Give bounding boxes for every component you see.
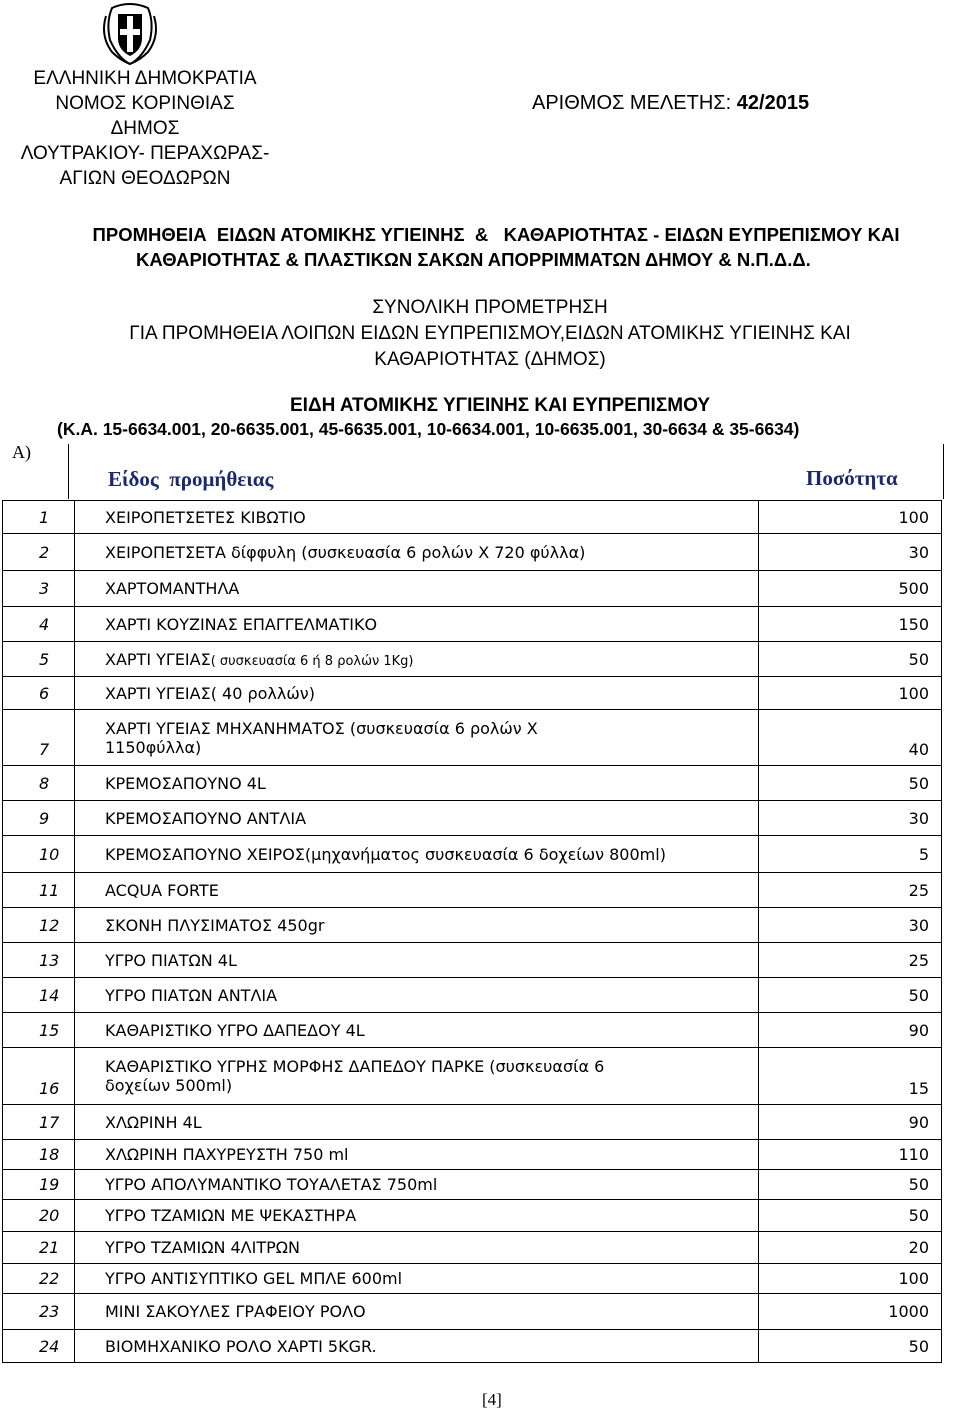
row-description-text: ΥΓΡΟ ΤΖΑΜΙΩΝ 4ΛΙΤΡΩΝ <box>105 1238 300 1257</box>
row-description-text: ΧΑΡΤΙ ΥΓΕΙΑΣ ΜΗΧΑΝΗΜΑΤΟΣ (συσκευασία 6 ρολών Χ <box>105 718 538 738</box>
section-marker: Α) <box>12 442 31 462</box>
row-description <box>75 1330 759 1363</box>
row-description-text: ΚΡΕΜΟΣΑΠΟΥΝΟ ΑΝΤΛΙΑ <box>105 808 307 828</box>
row-description-text: ACQUA FORTE <box>105 880 219 900</box>
header-municipality-name-1: ΛΟΥΤΡΑΚΙΟΥ- ΠΕΡΑΧΩΡΑΣ- <box>20 143 270 164</box>
row-quantity: 40 <box>759 710 942 766</box>
row-quantity: 25 <box>759 943 942 978</box>
row-description <box>75 943 759 978</box>
table-row <box>3 908 942 943</box>
row-quantity: 100 <box>759 501 942 534</box>
row-description-text: ΧΕΙΡΟΠΕΤΣΕΤΑ δίφφυλη (συσκευασία 6 ρολών Χ 720 φύλλα) <box>105 542 586 562</box>
header-municipality-name-2: ΑΓΙΩΝ ΘΕΟΔΩΡΩΝ <box>59 168 231 189</box>
row-description-text-2: 1150φύλλα) <box>105 737 202 757</box>
table-row <box>3 607 942 642</box>
row-description <box>75 908 759 943</box>
row-quantity: 50 <box>759 1200 942 1232</box>
column-header-item: Είδος προμήθειας <box>108 467 274 491</box>
header-left <box>0 66 290 191</box>
page-number: [4] <box>482 1390 502 1409</box>
row-number: 5 <box>3 642 75 677</box>
row-description-text: ΧΛΩΡΙΝΗ ΠΑΧΥΡΕΥΣΤΗ 750 ml <box>105 1145 349 1164</box>
section-codes: (Κ.Α. 15-6634.001, 20-6635.001, 45-6635.001, 10-6634.001, 10-6635.001, 30-6634 & 35-6634) <box>57 419 800 439</box>
document-title <box>0 222 960 247</box>
row-quantity: 50 <box>759 1330 942 1363</box>
row-number: 4 <box>3 607 75 642</box>
row-quantity: 150 <box>759 607 942 642</box>
row-description-text: ΧΑΡΤΙ ΥΓΕΙΑΣ( 40 ρολλών) <box>105 683 315 703</box>
row-quantity: 100 <box>759 677 942 710</box>
row-description-text: ΥΓΡΟ ΠΙΑΤΩΝ 4L <box>105 950 237 970</box>
row-quantity: 50 <box>759 766 942 801</box>
row-number: 10 <box>3 836 75 873</box>
row-description <box>75 1170 759 1200</box>
row-description-text: ΥΓΡΟ ΑΝΤΙΣΥΠΤΙΚΟ GEL ΜΠΛΕ 600ml <box>105 1269 403 1288</box>
table-row <box>3 1232 942 1264</box>
table-row <box>3 1264 942 1294</box>
row-quantity: 1000 <box>759 1294 942 1330</box>
row-description-text: ΥΓΡΟ ΑΠΟΛΥΜΑΝΤΙΚΟ ΤΟΥΑΛΕΤΑΣ 750ml <box>105 1175 438 1194</box>
summary-heading <box>0 295 960 373</box>
table-row <box>3 1105 942 1140</box>
row-description-text: ΧΑΡΤΙ ΥΓΕΙΑΣ <box>105 649 211 669</box>
document-title-line-2: ΚΑΘΑΡΙΟΤΗΤΑΣ & ΠΛΑΣΤΙΚΩΝ ΣΑΚΩΝ ΑΠΟΡΡΙΜΜΑΤΩΝ ΔΗΜΟΥ & Ν.Π.Δ.Δ. <box>136 249 811 270</box>
table-row <box>3 978 942 1013</box>
row-number: 18 <box>3 1140 75 1170</box>
row-number: 3 <box>3 571 75 607</box>
table-row <box>3 677 942 710</box>
table-row <box>3 943 942 978</box>
row-number: 24 <box>3 1330 75 1363</box>
row-description <box>75 501 759 534</box>
row-quantity: 50 <box>759 642 942 677</box>
row-description <box>75 677 759 710</box>
row-quantity: 110 <box>759 1140 942 1170</box>
row-quantity: 500 <box>759 571 942 607</box>
table-row <box>3 571 942 607</box>
row-number: 7 <box>3 710 75 766</box>
row-description <box>75 1200 759 1232</box>
row-description-text: ΚΡΕΜΟΣΑΠΟΥΝΟ ΧΕΙΡΟΣ(μηχανήματος συσκευασία 6 δοχείων 800ml) <box>105 844 666 864</box>
row-description-text: ΧΕΙΡΟΠΕΤΣΕΤΕΣ ΚΙΒΩΤΙΟ <box>105 507 306 527</box>
row-description-text: ΜΙΝΙ ΣΑΚΟΥΛΕΣ ΓΡΑΦΕΙΟΥ ΡΟΛΟ <box>105 1302 366 1321</box>
table-row <box>3 501 942 534</box>
row-description <box>75 1105 759 1140</box>
header-municipality: ΔΗΜΟΣ <box>110 118 180 139</box>
row-description-text: ΚΡΕΜΟΣΑΠΟΥΝΟ 4L <box>105 773 266 793</box>
row-number: 19 <box>3 1170 75 1200</box>
table-row <box>3 1200 942 1232</box>
table-row <box>3 873 942 908</box>
row-description-text: ΥΓΡΟ ΠΙΑΤΩΝ ΑΝΤΛΙΑ <box>105 985 278 1005</box>
row-description <box>75 1048 759 1105</box>
row-quantity: 50 <box>759 978 942 1013</box>
row-description <box>75 1013 759 1048</box>
items-table <box>2 500 942 1363</box>
row-number: 1 <box>3 501 75 534</box>
items-table-body <box>3 501 942 1363</box>
row-quantity: 30 <box>759 908 942 943</box>
study-value: 42/2015 <box>736 92 810 114</box>
table-row <box>3 1140 942 1170</box>
row-quantity: 100 <box>759 1264 942 1294</box>
row-description <box>75 873 759 908</box>
row-number: 20 <box>3 1200 75 1232</box>
row-description-text: ΣΚΟΝΗ ΠΛΥΣΙΜΑΤΟΣ 450gr <box>105 915 325 935</box>
row-description-text: ΒΙΟΜΗΧΑΝΙΚΟ ΡΟΛΟ ΧΑΡΤΙ 5KGR. <box>105 1336 377 1356</box>
row-description-text: ΧΛΩΡΙΝΗ 4L <box>105 1112 202 1132</box>
row-description-text: ΚΑΘΑΡΙΣΤΙΚΟ ΥΓΡΟ ΔΑΠΕΔΟΥ 4L <box>105 1020 365 1040</box>
table-row <box>3 534 942 571</box>
table-row <box>3 1330 942 1363</box>
row-description-text-2: δοχείων 500ml) <box>105 1076 233 1095</box>
summary-line-1: ΣΥΝΟΛΙΚΗ ΠΡΟΜΕΤΡΗΣΗ <box>372 297 608 318</box>
row-number: 9 <box>3 801 75 836</box>
row-description <box>75 978 759 1013</box>
row-number: 8 <box>3 766 75 801</box>
row-number: 11 <box>3 873 75 908</box>
row-description-text: ΧΑΡΤΟΜΑΝΤΗΛΑ <box>105 579 240 598</box>
table-row <box>3 766 942 801</box>
table-row <box>3 710 942 766</box>
row-number: 12 <box>3 908 75 943</box>
table-row <box>3 1013 942 1048</box>
row-description-text: ΚΑΘΑΡΙΣΤΙΚΟ ΥΓΡΗΣ ΜΟΡΦΗΣ ΔΑΠΕΔΟΥ ΠΑΡΚΕ (συσκευασία 6 <box>105 1057 605 1076</box>
row-quantity: 50 <box>759 1170 942 1200</box>
row-quantity: 90 <box>759 1013 942 1048</box>
row-description <box>75 607 759 642</box>
greek-emblem-icon <box>92 2 168 66</box>
summary-line-3: ΚΑΘΑΡΙΟΤΗΤΑΣ (ΔΗΜΟΣ) <box>374 349 606 370</box>
table-row <box>3 1294 942 1330</box>
row-description <box>75 1264 759 1294</box>
row-number: 14 <box>3 978 75 1013</box>
row-number: 2 <box>3 534 75 571</box>
row-quantity: 90 <box>759 1105 942 1140</box>
row-number: 13 <box>3 943 75 978</box>
row-number: 23 <box>3 1294 75 1330</box>
study-label: ΑΡΙΘΜΟΣ ΜΕΛΕΤΗΣ: <box>532 92 732 114</box>
row-description-text: ΥΓΡΟ ΤΖΑΜΙΩΝ ΜΕ ΨΕΚΑΣΤΗΡΑ <box>105 1206 357 1225</box>
table-row <box>3 801 942 836</box>
row-description <box>75 534 759 571</box>
row-number: 16 <box>3 1048 75 1105</box>
study-number <box>532 91 809 116</box>
row-number: 17 <box>3 1105 75 1140</box>
row-quantity: 20 <box>759 1232 942 1264</box>
row-description <box>75 571 759 607</box>
row-number: 6 <box>3 677 75 710</box>
header-country: ΕΛΛΗΝΙΚΗ ΔΗΜΟΚΡΑΤΙΑ <box>33 68 257 89</box>
row-description <box>75 1232 759 1264</box>
section-title: ΕΙΔΗ ΑΤΟΜΙΚΗΣ ΥΓΙΕΙΝΗΣ ΚΑΙ ΕΥΠΡΕΠΙΣΜΟΥ <box>290 395 710 416</box>
row-description <box>75 801 759 836</box>
row-description <box>75 710 759 766</box>
row-number: 15 <box>3 1013 75 1048</box>
table-row <box>3 642 942 677</box>
row-description <box>75 766 759 801</box>
row-quantity: 30 <box>759 534 942 571</box>
row-quantity: 15 <box>759 1048 942 1105</box>
row-description <box>75 1140 759 1170</box>
row-description-text: ΧΑΡΤΙ ΚΟΥΖΙΝΑΣ ΕΠΑΓΓΕΛΜΑΤΙΚΟ <box>105 614 378 634</box>
row-quantity: 25 <box>759 873 942 908</box>
row-description <box>75 836 759 873</box>
row-description <box>75 1294 759 1330</box>
row-description-note: ( συσκευασία 6 ή 8 ρολών 1Kg) <box>210 653 414 669</box>
table-row <box>3 836 942 873</box>
table-row <box>3 1170 942 1200</box>
summary-line-2: ΓΙΑ ΠΡΟΜΗΘΕΙΑ ΛΟΙΠΩΝ ΕΙΔΩΝ ΕΥΠΡΕΠΙΣΜΟΥ,ΕΙΔΩΝ ΑΤΟΜΙΚΗΣ ΥΓΙΕΙΝΗΣ ΚΑΙ <box>129 323 851 344</box>
title-line-1: ΠΡΟΜΗΘΕΙΑ ΕΙΔΩΝ ΑΤΟΜΙΚΗΣ ΥΓΙΕΙΝΗΣ & ΚΑΘΑΡΙΟΤΗΤΑΣ - ΕΙΔΩΝ ΕΥΠΡΕΠΙΣΜΟΥ ΚΑΙ <box>92 224 900 245</box>
row-quantity: 30 <box>759 801 942 836</box>
row-number: 21 <box>3 1232 75 1264</box>
table-row <box>3 1048 942 1105</box>
header-prefecture: ΝΟΜΟΣ ΚΟΡΙΝΘΙΑΣ <box>55 93 235 114</box>
row-description <box>75 642 759 677</box>
row-number: 22 <box>3 1264 75 1294</box>
column-header-qty: Ποσότητα <box>806 466 898 490</box>
row-quantity: 5 <box>759 836 942 873</box>
